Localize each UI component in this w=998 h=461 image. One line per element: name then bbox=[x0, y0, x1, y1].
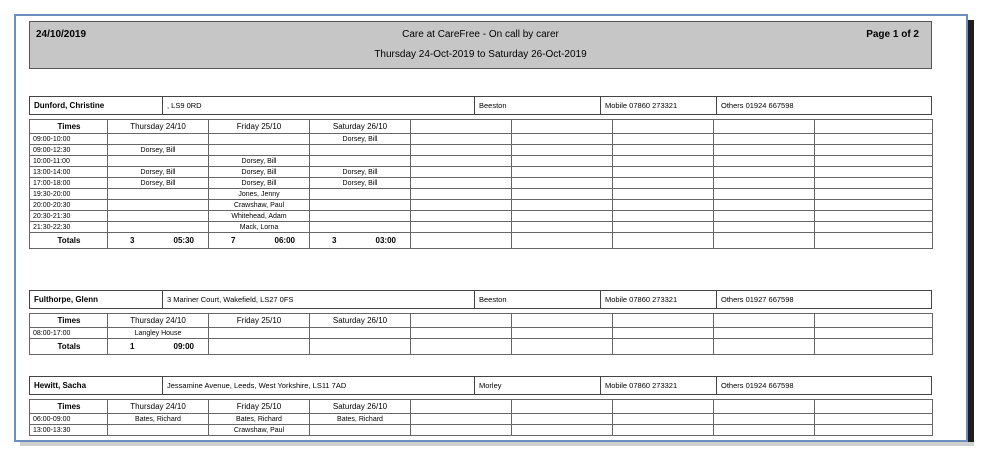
totals-label: Totals bbox=[30, 339, 108, 355]
client-cell: Dorsey, Bill bbox=[209, 178, 310, 189]
empty-cell bbox=[411, 178, 512, 189]
empty-cell bbox=[411, 211, 512, 222]
client-cell bbox=[310, 145, 411, 156]
empty-cell bbox=[714, 145, 815, 156]
client-cell: Whitehead, Adam bbox=[209, 211, 310, 222]
column-header: Thursday 24/10 bbox=[108, 120, 209, 134]
day-total bbox=[209, 339, 310, 355]
empty-cell bbox=[512, 425, 613, 436]
column-header: Saturday 26/10 bbox=[310, 400, 411, 414]
total-hours: 06:00 bbox=[274, 236, 295, 245]
client-cell bbox=[310, 200, 411, 211]
client-cell: Dorsey, Bill bbox=[310, 167, 411, 178]
empty-cell bbox=[512, 134, 613, 145]
empty-cell bbox=[714, 425, 815, 436]
empty-cell bbox=[411, 233, 512, 249]
empty-cell bbox=[512, 167, 613, 178]
empty-cell bbox=[512, 339, 613, 355]
empty-cell bbox=[411, 189, 512, 200]
time-slot: 13:00-13:30 bbox=[30, 425, 108, 436]
table-row bbox=[30, 134, 933, 145]
client-cell: Dorsey, Bill bbox=[310, 178, 411, 189]
page-number: Page 1 of 2 bbox=[866, 29, 919, 40]
carer-area: Beeston bbox=[475, 97, 601, 114]
empty-cell bbox=[714, 200, 815, 211]
empty-cell bbox=[512, 120, 613, 134]
client-cell: Dorsey, Bill bbox=[108, 178, 209, 189]
carer-info-row bbox=[29, 290, 932, 309]
empty-cell bbox=[613, 400, 714, 414]
empty-cell bbox=[512, 189, 613, 200]
totals-row bbox=[30, 339, 933, 355]
empty-cell bbox=[815, 339, 933, 355]
column-header: Saturday 26/10 bbox=[310, 314, 411, 328]
client-cell: Bates, Richard bbox=[209, 414, 310, 425]
table-row bbox=[30, 178, 933, 189]
client-cell: Bates, Richard bbox=[108, 414, 209, 425]
time-slot: 06:00-09:00 bbox=[30, 414, 108, 425]
empty-cell bbox=[815, 400, 933, 414]
client-cell bbox=[310, 425, 411, 436]
schedule-table bbox=[29, 313, 933, 355]
client-cell bbox=[310, 328, 411, 339]
table-row bbox=[30, 211, 933, 222]
empty-cell bbox=[714, 314, 815, 328]
client-cell bbox=[108, 134, 209, 145]
time-slot: 09:00-10:00 bbox=[30, 134, 108, 145]
empty-cell bbox=[613, 414, 714, 425]
time-slot: 20:00-20:30 bbox=[30, 200, 108, 211]
carer-name: Dunford, Christine bbox=[30, 97, 163, 114]
table-row bbox=[30, 200, 933, 211]
client-cell bbox=[108, 156, 209, 167]
column-header: Thursday 24/10 bbox=[108, 314, 209, 328]
empty-cell bbox=[411, 314, 512, 328]
table-row bbox=[30, 167, 933, 178]
table-row bbox=[30, 222, 933, 233]
empty-cell bbox=[714, 233, 815, 249]
visit-count: 3 bbox=[130, 236, 135, 245]
empty-cell bbox=[411, 167, 512, 178]
report-date: 24/10/2019 bbox=[36, 29, 87, 40]
empty-cell bbox=[411, 120, 512, 134]
empty-cell bbox=[714, 167, 815, 178]
day-total bbox=[310, 233, 411, 249]
client-cell: Crawshaw, Paul bbox=[209, 425, 310, 436]
carer-block bbox=[29, 290, 932, 355]
empty-cell bbox=[714, 328, 815, 339]
client-cell: Dorsey, Bill bbox=[209, 156, 310, 167]
empty-cell bbox=[613, 134, 714, 145]
empty-cell bbox=[411, 414, 512, 425]
column-header: Friday 25/10 bbox=[209, 120, 310, 134]
empty-cell bbox=[714, 134, 815, 145]
empty-cell bbox=[512, 400, 613, 414]
empty-cell bbox=[613, 145, 714, 156]
time-slot: 09:00-12:30 bbox=[30, 145, 108, 156]
empty-cell bbox=[613, 425, 714, 436]
table-row bbox=[30, 189, 933, 200]
column-header: Friday 25/10 bbox=[209, 314, 310, 328]
time-slot: 20:30-21:30 bbox=[30, 211, 108, 222]
empty-cell bbox=[411, 134, 512, 145]
client-cell bbox=[310, 222, 411, 233]
empty-cell bbox=[512, 222, 613, 233]
client-cell bbox=[108, 222, 209, 233]
empty-cell bbox=[815, 189, 933, 200]
client-cell: Crawshaw, Paul bbox=[209, 200, 310, 211]
client-cell: Jones, Jenny bbox=[209, 189, 310, 200]
table-header-row bbox=[30, 314, 933, 328]
client-cell bbox=[209, 328, 310, 339]
report-header bbox=[29, 21, 932, 69]
table-row bbox=[30, 328, 933, 339]
client-cell: Dorsey, Bill bbox=[108, 167, 209, 178]
table-header-row bbox=[30, 120, 933, 134]
client-cell: Langley House bbox=[108, 328, 209, 339]
empty-cell bbox=[815, 233, 933, 249]
empty-cell bbox=[411, 328, 512, 339]
client-cell bbox=[108, 189, 209, 200]
empty-cell bbox=[815, 425, 933, 436]
client-cell: Dorsey, Bill bbox=[108, 145, 209, 156]
empty-cell bbox=[411, 200, 512, 211]
empty-cell bbox=[815, 178, 933, 189]
empty-cell bbox=[714, 178, 815, 189]
carer-block bbox=[29, 376, 932, 436]
empty-cell bbox=[411, 425, 512, 436]
time-slot: 21:30-22:30 bbox=[30, 222, 108, 233]
empty-cell bbox=[815, 134, 933, 145]
table-row bbox=[30, 425, 933, 436]
empty-cell bbox=[613, 156, 714, 167]
time-slot: 10:00-11:00 bbox=[30, 156, 108, 167]
day-total bbox=[310, 339, 411, 355]
carer-area: Morley bbox=[475, 377, 601, 394]
carer-name: Hewitt, Sacha bbox=[30, 377, 163, 394]
client-cell: Dorsey, Bill bbox=[209, 167, 310, 178]
client-cell bbox=[310, 189, 411, 200]
empty-cell bbox=[714, 400, 815, 414]
table-row bbox=[30, 145, 933, 156]
empty-cell bbox=[815, 120, 933, 134]
client-cell bbox=[108, 200, 209, 211]
time-slot: 13:00-14:00 bbox=[30, 167, 108, 178]
column-header: Saturday 26/10 bbox=[310, 120, 411, 134]
empty-cell bbox=[512, 178, 613, 189]
empty-cell bbox=[815, 211, 933, 222]
empty-cell bbox=[613, 200, 714, 211]
client-cell bbox=[209, 145, 310, 156]
empty-cell bbox=[411, 339, 512, 355]
column-header: Friday 25/10 bbox=[209, 400, 310, 414]
total-hours: 09:00 bbox=[173, 342, 194, 351]
empty-cell bbox=[613, 167, 714, 178]
column-header: Times bbox=[30, 314, 108, 328]
empty-cell bbox=[815, 222, 933, 233]
carer-name: Fulthorpe, Glenn bbox=[30, 291, 163, 308]
empty-cell bbox=[815, 314, 933, 328]
empty-cell bbox=[714, 414, 815, 425]
empty-cell bbox=[411, 156, 512, 167]
carer-mobile: Mobile 07860 273321 bbox=[601, 97, 717, 114]
carer-area: Beeston bbox=[475, 291, 601, 308]
carer-info-row bbox=[29, 96, 932, 115]
empty-cell bbox=[613, 189, 714, 200]
report-date-range: Thursday 24-Oct-2019 to Saturday 26-Oct-2019 bbox=[374, 49, 587, 60]
table-row bbox=[30, 156, 933, 167]
column-header: Thursday 24/10 bbox=[108, 400, 209, 414]
empty-cell bbox=[613, 328, 714, 339]
total-hours: 03:00 bbox=[375, 236, 396, 245]
client-cell: Bates, Richard bbox=[310, 414, 411, 425]
empty-cell bbox=[613, 120, 714, 134]
carer-other-phone: Others 01924 667598 bbox=[721, 101, 794, 110]
empty-cell bbox=[613, 339, 714, 355]
empty-cell bbox=[411, 222, 512, 233]
empty-cell bbox=[411, 145, 512, 156]
page-shadow-bottom bbox=[20, 442, 974, 446]
carer-address: , LS9 0RD bbox=[163, 97, 475, 114]
empty-cell bbox=[815, 328, 933, 339]
carer-block bbox=[29, 96, 932, 249]
empty-cell bbox=[613, 233, 714, 249]
empty-cell bbox=[512, 200, 613, 211]
empty-cell bbox=[512, 233, 613, 249]
empty-cell bbox=[714, 339, 815, 355]
visit-count: 3 bbox=[332, 236, 337, 245]
empty-cell bbox=[512, 156, 613, 167]
totals-row bbox=[30, 233, 933, 249]
column-header: Times bbox=[30, 120, 108, 134]
column-header: Times bbox=[30, 400, 108, 414]
empty-cell bbox=[815, 200, 933, 211]
table-header-row bbox=[30, 400, 933, 414]
client-cell bbox=[310, 156, 411, 167]
carer-other-phone: Others 01927 667598 bbox=[721, 295, 794, 304]
empty-cell bbox=[714, 120, 815, 134]
visit-count: 7 bbox=[231, 236, 236, 245]
empty-cell bbox=[714, 156, 815, 167]
visit-count: 1 bbox=[130, 342, 135, 351]
total-hours: 05:30 bbox=[173, 236, 194, 245]
empty-cell bbox=[512, 145, 613, 156]
empty-cell bbox=[714, 222, 815, 233]
time-slot: 17:00-18:00 bbox=[30, 178, 108, 189]
empty-cell bbox=[815, 145, 933, 156]
day-total bbox=[108, 233, 209, 249]
carer-address: 3 Mariner Court, Wakefield, LS27 0FS bbox=[163, 291, 475, 308]
client-cell: Mack, Lorna bbox=[209, 222, 310, 233]
carer-info-row bbox=[29, 376, 932, 395]
empty-cell bbox=[512, 414, 613, 425]
empty-cell bbox=[714, 189, 815, 200]
empty-cell bbox=[411, 400, 512, 414]
empty-cell bbox=[512, 328, 613, 339]
empty-cell bbox=[815, 414, 933, 425]
carer-other-phone: Others 01924 667598 bbox=[721, 381, 794, 390]
empty-cell bbox=[512, 314, 613, 328]
totals-label: Totals bbox=[30, 233, 108, 249]
empty-cell bbox=[815, 156, 933, 167]
empty-cell bbox=[613, 314, 714, 328]
day-total bbox=[108, 339, 209, 355]
carer-mobile: Mobile 07860 273321 bbox=[601, 291, 717, 308]
empty-cell bbox=[613, 211, 714, 222]
client-cell bbox=[310, 211, 411, 222]
client-cell bbox=[108, 211, 209, 222]
day-total bbox=[209, 233, 310, 249]
client-cell: Dorsey, Bill bbox=[310, 134, 411, 145]
empty-cell bbox=[512, 211, 613, 222]
carer-address: Jessamine Avenue, Leeds, West Yorkshire, LS11 7AD bbox=[163, 377, 475, 394]
time-slot: 19:30-20:00 bbox=[30, 189, 108, 200]
schedule-table bbox=[29, 119, 933, 249]
carer-mobile: Mobile 07860 273321 bbox=[601, 377, 717, 394]
empty-cell bbox=[613, 222, 714, 233]
client-cell bbox=[209, 134, 310, 145]
page-shadow bbox=[968, 20, 974, 446]
empty-cell bbox=[613, 178, 714, 189]
report-title: Care at CareFree - On call by carer bbox=[402, 29, 559, 40]
empty-cell bbox=[815, 167, 933, 178]
client-cell bbox=[108, 425, 209, 436]
schedule-table bbox=[29, 399, 933, 436]
table-row bbox=[30, 414, 933, 425]
empty-cell bbox=[714, 211, 815, 222]
time-slot: 08:00-17:00 bbox=[30, 328, 108, 339]
